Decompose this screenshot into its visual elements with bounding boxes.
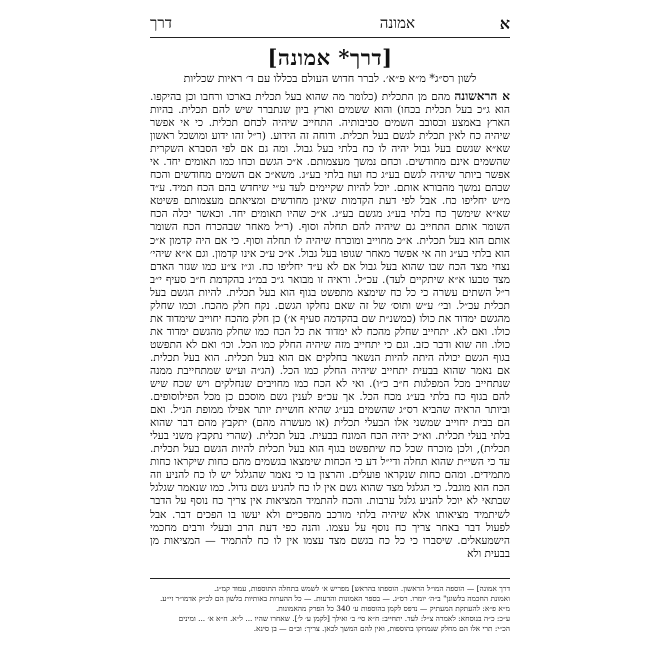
section-subtitle: לשון רס״ג* מ״א פ״א׳. לברר חדוש העולם בכללו עם ד׳ ראיות שכליות: [183, 72, 477, 85]
footnote-line: מ״א פ״א: להעתקת המעתיק — נדפס לקמן בהוספות ע׳ 340 כל הפרק מהאמונות.: [275, 604, 510, 613]
footnote-line: ואמונת החכמה בלשונן" ב״ה׳ יומרו. רס״ג. — בספר האמונות והדעות. — כל ההערות באותיות בלשון הם לכ״ק אדמו״ר זי״ע.: [159, 594, 510, 603]
running-title-left: דרך: [150, 14, 172, 32]
running-title: אמונה: [379, 14, 415, 32]
body-text: [150, 90, 510, 560]
body-paragraph: [150, 90, 510, 560]
body-content: מהם מן התכלית (כלומר מה שהוא בעל תכלית בארכו ורחבו וכן בהיקפו. הוא ג״כ בעל תכלית בכחו) והוא ששמים וארץ ביון שנתברר שיש להם תכלית. בהיות הארץ באמצע ובסובב השמים סביבותיה. התחייב שיהיה לכחם תכלית. כי אי אפשר שיהיה כח לאין תכלית לגשם בעל תכלית. ודוחה זה הידוע. (ר״ל זהו ידוע ומושכל ראשון שא״א שגשם בעל גבול יהיה לו כח בלתי בעל גבול. ומה גם אם לפי הסברא השקרית שהשמים אינם מחודשים. וכחם נמשך מעצמותם. א״כ הגשם וכחו כמו תאומים יחד. אי אפשר ביותר שיהיה לגשם בע״ג כח ועוז בלתי בע״ג. משא״כ אם השמים מחודשים והכח שבהם נמשך מהבורא אותם. יוכל להיות שקיימים לעד ע״י שיחדש בהם הכח תמיד. ע״ד מ״ש יחליפו כח. אבל לפי דעת הקדמות שאינן מחודשים ומציאתם מעצמותם פשיטא שא״א שימשך כח בלתי בע״ג מגשם בע״ג. א״כ שהיו תאומים יחד. וכאשר יכלה הכח השומר אותם התחייב גם שיהיה להם תחלה וסוף. (ר״ל מאחר שבהכרח הכח השומר אותם הוא בעל תכלית. א״כ מחוייב ומוכרח שיהיה לו תחלה וסוף. כי אם היה קדמון א״כ הוא בלתי בע״ג וזה אי אפשר מאחר שגופו בעל גבול. א״כ ע״כ אינו קדמון. וגם א״א שיהי׳ נצחי מצד הכח שבו שהוא בעל גבול אם לא ע״ד יחליפו כח. וג״ז צ״ע כמו שגזר האדם מצד טבעו א״א שיתקיים לעד). עכ״ל. וראיה זו מבואר ג״כ במ״נ בהקדמת ח״ב סעיף י״ב ר״ל השתים עשרה כי כל כח שימצא מתפשט בגוף הוא בעל תכלית. להיות הגשם בעל תכלית עכ״ל. ובי׳ ע״ש ותוס׳ של זה שאם נחלקו הגשם. נקח חלק מהכח. וכמו שחלק מהגשם ימדוד את כולו (כמשנ״ת שם בהקדמה סעיף א׳) כן חלק מהכח יחוייב שימדוד את כולו. ואם לא. יתחייב שחלק מהכח לא ימדוד את כל הכח כמו שחלק מהגשם ימדוד את כולו. וזה שוא ודבר כזב. וגם כי יתחייב מזה שיהיה החלק כמו הכל. וכו׳ ואם לא התפשט בגוף הגשם יכולה היתה להיות הנשאר בחלקים אם הוא בעל תכלית. הוא בעל תכלית. אם נאמר שהוא בבעית יתחייב שיהיה החלק כמו הכל. (הג״ה וע״ש שמתחייבת ממנה שנתחייב מכל המפלגות ח״ב כ״ו). ואי לא הכח כמו מחויבים שנחלקים ויש שכח שיש להם בגוף כח בלתי בע״ג מכח הכל. אך עכ״פ לענין גשם מוסכם כן מכל הפילוסופים. וביותר הראיה שהביא רס״ג שהשמים בע״ג שהיא חושיית יותר אפילו ממופת הנ״ל. ואם הם בבית יחוייב שמשני אלו הבעלי תכלית (או מעשרה מהם) יתקבץ מהם דבר שהוא בלתי בעלי תכלית. וא״כ יהיה הכח המונח בבעית. בעל תכלית. (שהרי נתקבץ משני בעלי תכלית), ולכן מוכרח שכל כח שיתפשט בגוף הוא בעל תכלית להיות הגשם בעל תכלית. עד כי השי״ת שהוא תחלה ודי״ל דע כי הכחות שימצאו בגשמים מהם כחות שיקראו כחות מתמידים. ומהם כחות שנקראו פועלים. והרצון בו כי נאמר שהגלגל יש לו כח להניע וזה הכח הוא מוגבל. כי הגלגל מצד שהוא גשם אין לו כח להניע גשם גדול. כמו שנאמר שגלגל שבתאי לא יוכל להניע גלגל ערבות. והכח להתמיד המציאות אין צריך כח נוסף על הדבר לשיתמיד מציאותו אלא שיהיה בלתי מורכב מהפכיים ולא יעשו בו הפכים דבר. אבל לפעול דבר באחר צריך כח נוסף על עצמו. והנה כפי דעת הרב ובעלי ורבים מחכמי הישמעאלים. שיסברו כי כל כח בגשם מצד עצמו אין לו כח להתמיד — המציאות מן בבעית ולא: [150, 91, 510, 560]
page-letter: א: [499, 14, 510, 33]
lead-word: א הראשונה: [454, 90, 510, 103]
running-head: [150, 14, 510, 36]
footnote-line: דרך אמונה] — הוספה המו״ל הראשון. הוספתו בהראש] מפריש א׳ לשמש בתחלה התוספות, עמוד קמ״ג.: [214, 584, 510, 593]
footnote-line: ע״כ: כ״ה בנוסחא: לאמרה צ״ל: לעד. יתחייב: ח״א סי׳ ב׳ ואילך [לקמן ע׳ ל׳]. שאחרו שהיו ... ל״א. ח״א א׳ ... ומינים: [178, 614, 510, 623]
footnote-rule: [150, 578, 510, 579]
footnotes: [150, 584, 510, 644]
footnote-line: הכ״י: תרי אלו הם מחלק שנמחקו בהוספות, ואין להם המשך לכאן. צריך: וב״ם — בן סינא.: [253, 624, 510, 633]
header-rule: [150, 37, 510, 38]
section-title: [דרך* אמונה]: [267, 45, 393, 70]
